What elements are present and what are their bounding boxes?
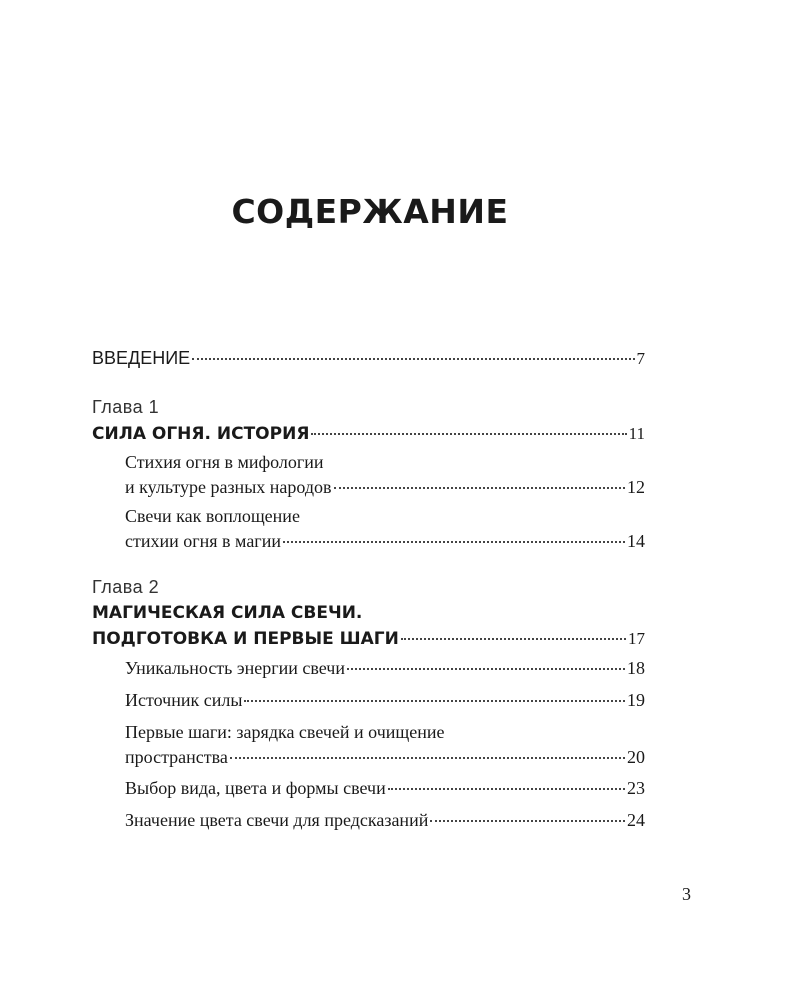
section-title: Источник силы <box>125 690 243 710</box>
toc-entry-page: 20 <box>627 747 645 767</box>
leader-dots <box>347 668 625 670</box>
leader-dots <box>388 788 625 790</box>
leader-dots <box>334 487 625 489</box>
page-number: 3 <box>682 884 691 904</box>
section-title: Уникальность энергии свечи <box>125 658 345 678</box>
leader-dots <box>244 700 625 702</box>
toc-entry-section[interactable] <box>92 504 645 554</box>
section-title-line1: Свечи как воплощение <box>125 506 300 526</box>
toc-entry-page: 18 <box>627 658 645 678</box>
toc-entry-page: 12 <box>627 477 645 497</box>
section-title: Выбор вида, цвета и формы свечи <box>125 778 386 798</box>
toc-entry-page: 11 <box>628 424 645 443</box>
toc-entry-chapter1[interactable] <box>92 421 645 447</box>
toc-entry-section[interactable] <box>92 776 645 801</box>
toc-entry-section[interactable] <box>92 450 645 500</box>
page-title: СОДЕРЖАНИЕ <box>231 192 509 231</box>
toc-entry-section[interactable] <box>92 688 645 713</box>
chapter-title: СИЛА ОГНЯ. ИСТОРИЯ <box>92 424 310 444</box>
toc-entry-page: 17 <box>628 629 645 648</box>
toc-entry-label: ВВЕДЕНИЕ <box>92 348 191 368</box>
leader-dots <box>430 820 625 822</box>
toc-entry-section[interactable] <box>92 720 645 770</box>
section-title: Значение цвета свечи для предсказаний <box>125 810 429 830</box>
toc-entry-page: 14 <box>627 531 645 551</box>
leader-dots <box>230 757 625 759</box>
section-title-line2: пространства <box>125 747 228 767</box>
toc-entry-section[interactable] <box>92 808 645 833</box>
toc-entry-page: 19 <box>627 690 645 710</box>
section-title-line1: Стихия огня в мифологии <box>125 452 324 472</box>
chapter-label: Глава 1 <box>92 397 160 417</box>
toc-entry-section[interactable] <box>92 656 645 681</box>
chapter-label: Глава 2 <box>92 577 160 597</box>
chapter-title-line1: МАГИЧЕСКАЯ СИЛА СВЕЧИ. <box>92 603 363 623</box>
leader-dots <box>283 541 625 543</box>
toc-entry-intro[interactable] <box>92 348 645 376</box>
section-title-line2: и культуре разных народов <box>125 477 332 497</box>
table-of-contents <box>92 348 645 833</box>
leader-dots <box>192 358 634 360</box>
section-title-line1: Первые шаги: зарядка свечей и очищение <box>125 722 445 742</box>
leader-dots <box>401 638 626 640</box>
toc-entry-page: 7 <box>636 349 645 368</box>
leader-dots <box>311 433 626 435</box>
toc-entry-page: 24 <box>627 810 645 830</box>
toc-entry-chapter2[interactable] <box>92 601 645 652</box>
chapter-title-line2: ПОДГОТОВКА И ПЕРВЫЕ ШАГИ <box>92 629 399 649</box>
toc-entry-page: 23 <box>627 778 645 798</box>
section-title-line2: стихии огня в магии <box>125 531 281 551</box>
